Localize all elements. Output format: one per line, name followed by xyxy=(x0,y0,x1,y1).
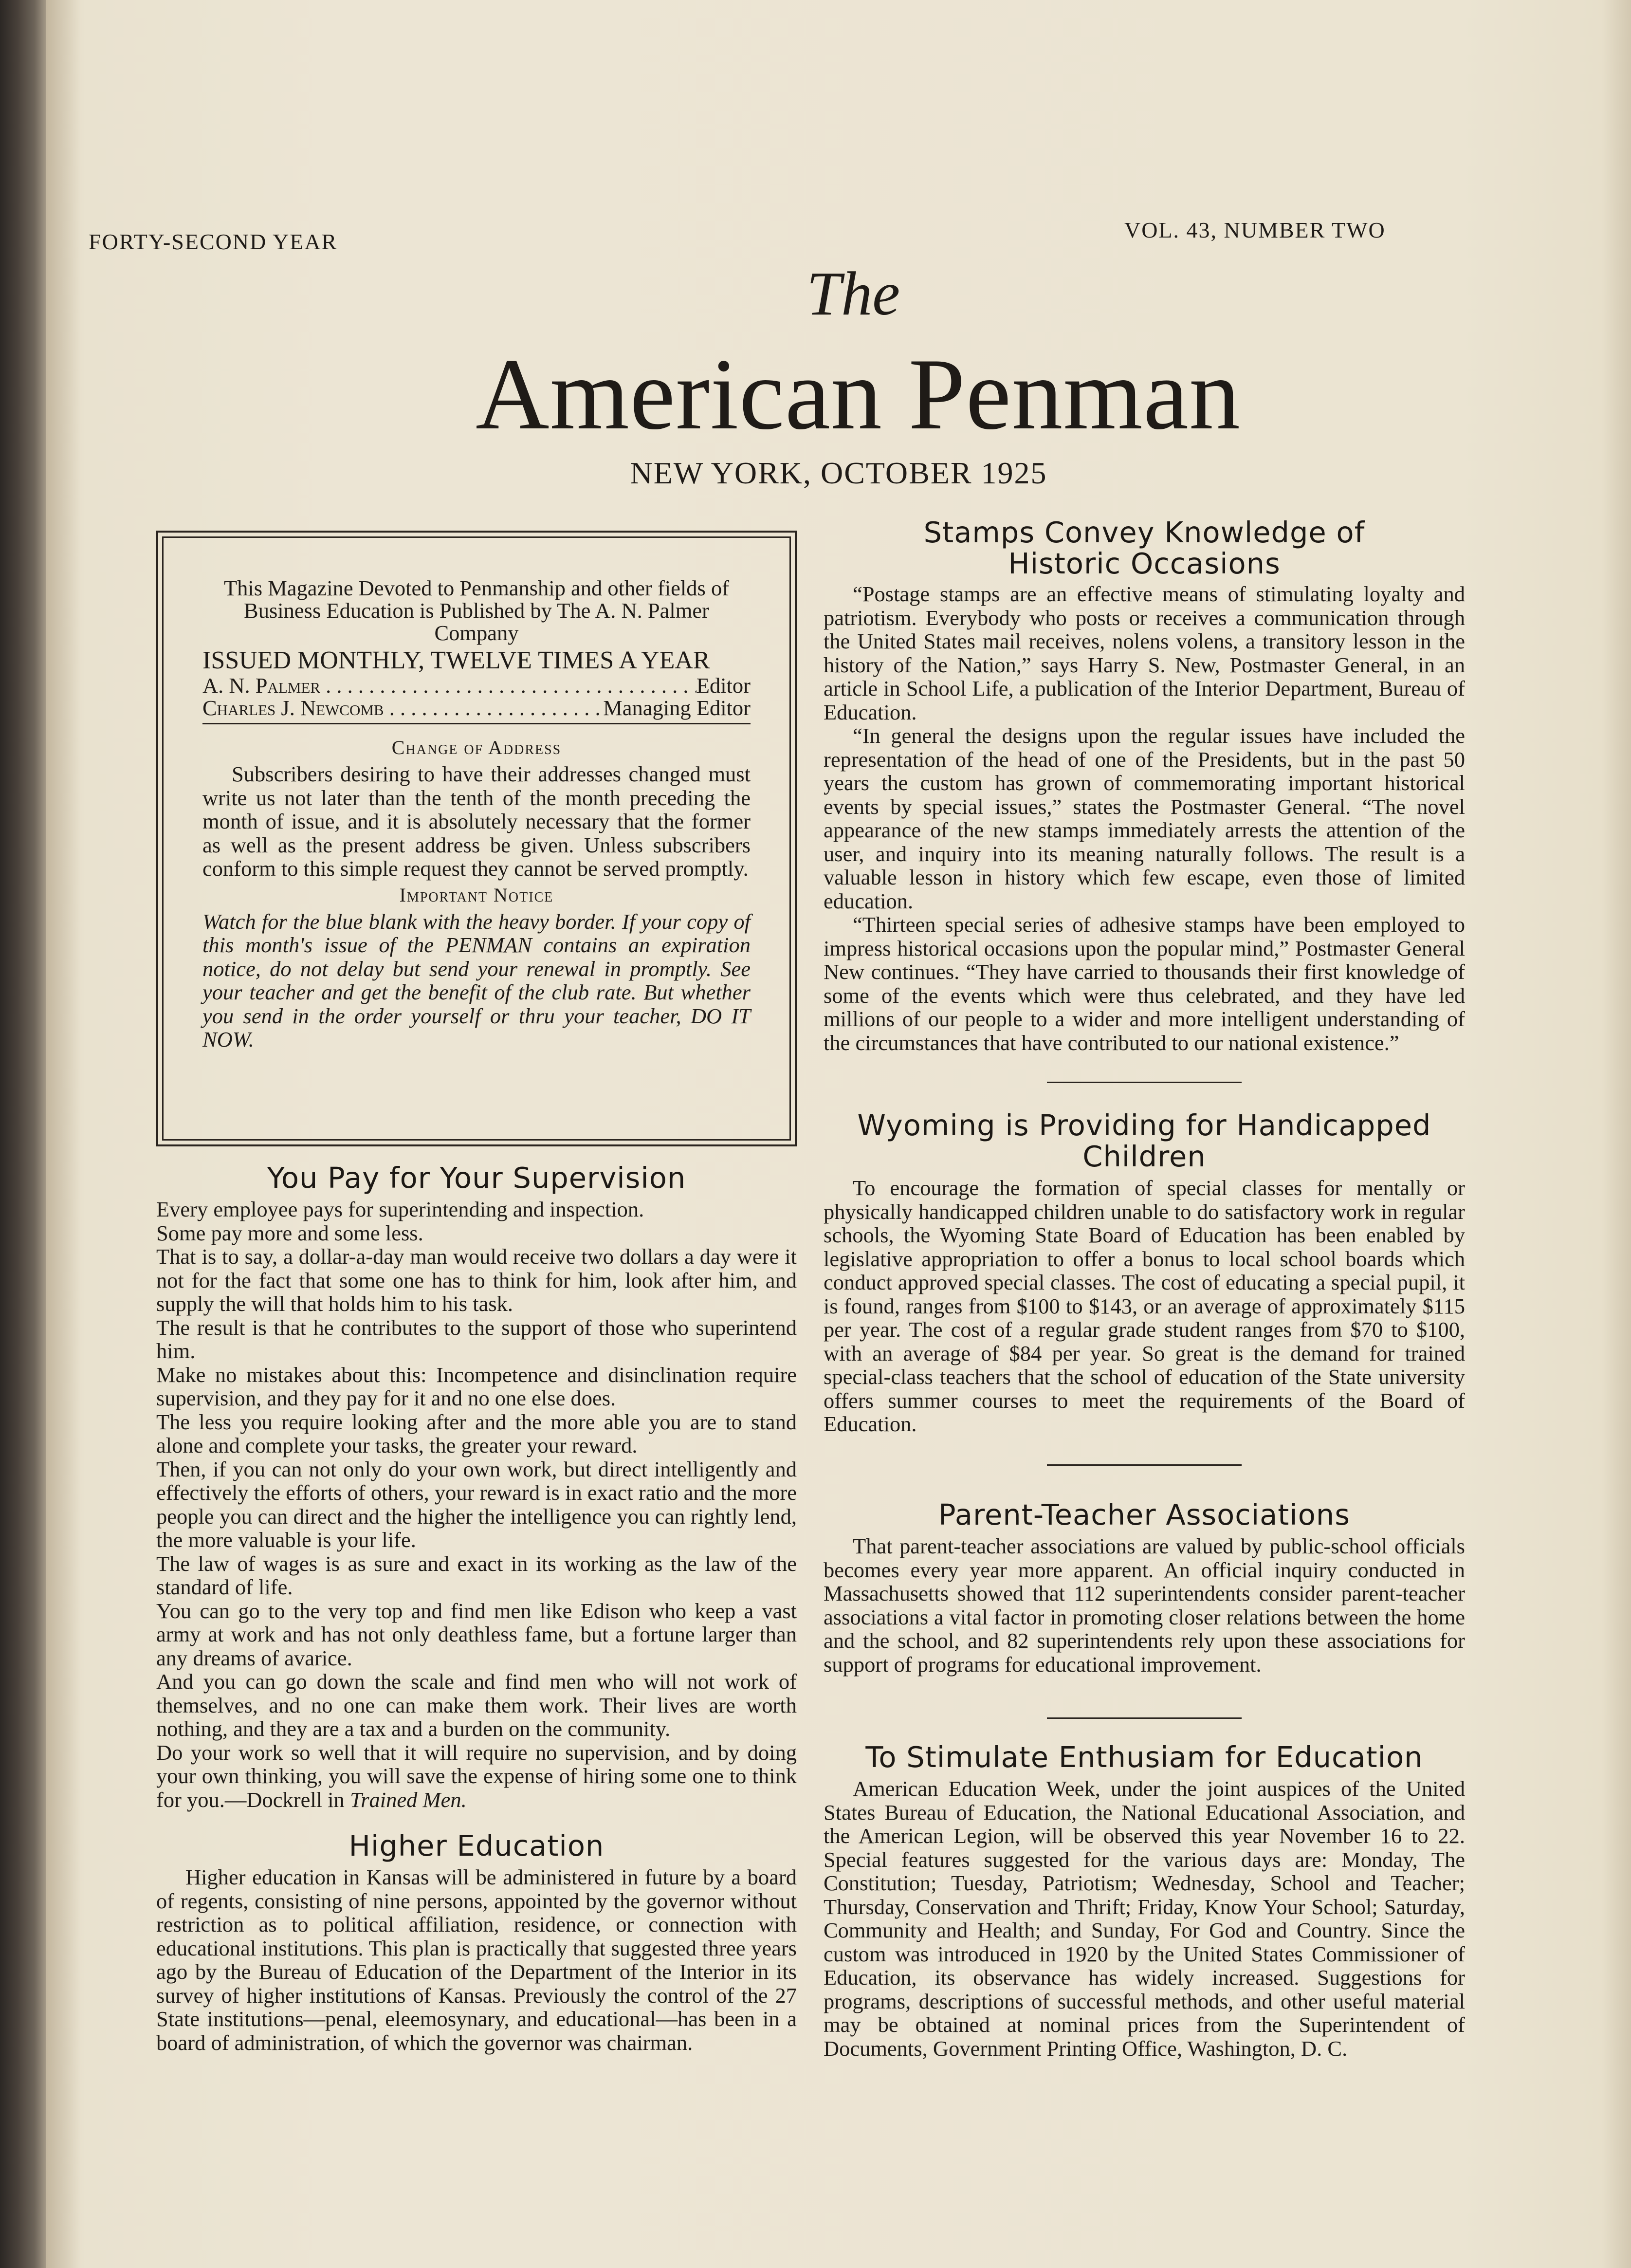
important-notice-heading: Important Notice xyxy=(399,884,554,906)
paragraph: To encourage the formation of special classes for mentally or physically handicapped children unable to do satisfactory work in regular schools, the Wyoming State Board of Education has been enabled by legislative appropriation to offer a bonus to local school boards which conduct approved special classes. The cost of educating a special pupil, it is found, ranges from $100 to $143, or an average of approximately $115 per year. The cost of a regular grade student ranges from $70 to $100, with an average of $84 per year. So great is the demand for trained special-class teachers that the school of education of the State university offers summer courses to meet the requirements of the Board of Education. xyxy=(824,1176,1465,1436)
paragraph: Every employee pays for superintending and inspection. xyxy=(156,1197,644,1221)
section-divider xyxy=(824,1717,1465,1719)
article-title: Stamps Convey Knowledge of Historic Occasions xyxy=(923,516,1365,580)
managing-editor-role: Managing Editor xyxy=(603,696,751,720)
paragraph: That parent-teacher associations are valued by public-school officials becomes every year more apparent. An official inquiry conducted in Massachusetts showed that 112 superintendents consider parent-teacher associations a vital factor in promoting closer relations between the home and the school, and 82 superintendents rely upon these associations for support of programs for educational improvement. xyxy=(824,1534,1465,1677)
article-body xyxy=(156,1198,797,1811)
article-title: Parent-Teacher Associations xyxy=(938,1498,1351,1531)
article-body xyxy=(156,1865,797,2054)
issued-line: ISSUED MONTHLY, TWELVE TIMES A YEAR xyxy=(202,646,710,674)
change-of-address-paragraph: Subscribers desiring to have their addresses changed must write us not later than the tenth of the month preceding the month of issue, and it is absolutely necessary that the former as well as the present address be given. Unless subscribers conform to this simple request they cannot be served promptly. xyxy=(202,762,751,881)
article-higher-education xyxy=(156,1830,797,2054)
paragraph: The result is that he contributes to the support of those who superintend him. xyxy=(156,1315,797,1363)
masthead-the: The xyxy=(806,259,900,328)
article-stimulate xyxy=(824,1742,1465,2060)
paragraph: Some pay more and some less. xyxy=(156,1220,423,1245)
section-divider xyxy=(824,1464,1465,1466)
paragraph: Then, if you can not only do your own work, but direct intelligently and effectively the efforts of others, your reward is in exact ratio and the more people you can direct and the higher the intelligence you can rightly lend, the more valuable is your life. xyxy=(156,1457,797,1552)
editor-name: A. N. Palmer xyxy=(202,674,321,697)
article-title: Wyoming is Providing for Handicapped Children xyxy=(857,1108,1431,1173)
article-body xyxy=(824,582,1465,1054)
article-supervision xyxy=(156,1162,797,1811)
article-wyoming xyxy=(824,1110,1465,1436)
article-stamps xyxy=(824,517,1465,1054)
section-divider xyxy=(824,1082,1465,1083)
change-of-address-heading: Change of Address xyxy=(391,737,562,758)
paragraph: The less you require looking after and the more able you are to stand alone and complete your tasks, the greater your reward. xyxy=(156,1409,797,1457)
paragraph: American Education Week, under the joint auspices of the United States Bureau of Education, the National Educational Association, and the American Legion, will be observed this year November 16 to 22. Special features suggested for the various days are: Monday, The Constitution; Tuesday, Patriotism; Wednesday, School and Teacher; Thursday, Conservation and Thrift; Friday, Know Your School; Saturday, Community and Health; and Sunday, For God and Country. Since the custom was introduced in 1920 by the United States Commissioner of Education, its observance has widely increased. Suggestions for programs, descriptions of successful methods, and other useful material may be obtained at nominal prices from the Superintendent of Documents, Government Printing Office, Washington, D. C. xyxy=(824,1776,1465,2061)
change-of-address-text xyxy=(202,762,751,881)
paragraph: Higher education in Kansas will be administered in future by a board of regents, consisting of nine persons, appointed by the governor without restriction as to political affiliation, residence, or connection with educational institutions. This plan is practically that suggested three years ago by the Bureau of Education of the Department of the Interior in its survey of higher institutions of Kansas. Previously the control of the 27 State institutions—penal, eleemosynary, and educational—has been in a board of administration, of which the governor was chairman. xyxy=(156,1865,797,2055)
paragraph: “Thirteen special series of adhesive stamps have been employed to impress historical occasions upon the popular mind,” Postmaster General New continues. “They have carried to thousands their first knowledge of some of the events which were thus celebrated, and they have led millions of our people to a wider and more intelligent understanding of the circumstances that have contributed to our national existence.” xyxy=(824,912,1465,1055)
important-notice-text: Watch for the blue blank with the heavy border. If your copy of this month's issue of the PENMAN contains an expiration notice, do not delay but send your renewal in promptly. See your teacher and get the benefit of the club rate. But whether you send in the order yourself or thru your teacher, DO IT NOW. xyxy=(202,909,751,1051)
header-year: FORTY-SECOND YEAR xyxy=(89,229,338,254)
article-title: You Pay for Your Supervision xyxy=(267,1161,686,1195)
publisher-intro: This Magazine Devoted to Penmanship and other fields of Business Education is Published by The A. N. Palmer Company xyxy=(223,576,730,645)
paragraph: The law of wages is as sure and exact in its working as the law of the standard of life. xyxy=(156,1551,797,1599)
magazine-page xyxy=(46,0,1631,2268)
managing-editor-line xyxy=(202,697,751,719)
paragraph: That is to say, a dollar-a-day man would receive two dollars a day were it not for the fact that some one has to think for him, look after him, and supply the will that holds him to his task. xyxy=(156,1244,797,1316)
dateline: NEW YORK, OCTOBER 1925 xyxy=(630,456,1047,490)
paragraph: “Postage stamps are an effective means of stimulating loyalty and patriotism. Everybody who posts or receives a communication through the United States mail receives, nolens volens, a transitory lesson in the history of the Nation,” says Harry S. New, Postmaster General, in an article in School Life, a publication of the Interior Department, Bureau of Education. xyxy=(824,582,1465,724)
article-parent-teacher xyxy=(824,1499,1465,1676)
article-body xyxy=(824,1534,1465,1676)
paragraph: You can go to the very top and find men like Edison who keep a vast army at work and has not only deathless fame, but a fortune larger than any dreams of avarice. xyxy=(156,1598,797,1670)
paragraph-text: Do your work so well that it will require no supervision, and by doing your own thinking, you will save the expense of hiring some one to think for you.—Dockrell in xyxy=(156,1740,797,1812)
paragraph: “In general the designs upon the regular issues have included the representation of the head of one of the Presidents, but in the past 50 years the custom has grown of commemorating important historical events by special issues,” states the Postmaster General. “The novel appearance of the new stamps immediately arrests the attention of the user, and inquiry into its meaning naturally follows. The result is a valuable lesson in history which few escape, even those of limited education. xyxy=(824,723,1465,913)
paragraph: Make no mistakes about this: Incompetence and disinclination require supervision, and they pay for it and no one else does. xyxy=(156,1362,797,1410)
masthead-title: American Penman xyxy=(476,338,1241,451)
managing-editor-name: Charles J. Newcomb xyxy=(202,697,384,719)
editor-role: Editor xyxy=(696,673,751,698)
article-title: To Stimulate Enthusiam for Education xyxy=(865,1740,1423,1774)
box-divider xyxy=(202,723,751,724)
article-title: Higher Education xyxy=(348,1829,605,1862)
paragraph: And you can go down the scale and find men who will not work of themselves, and no one can make them work. Their lives are worth nothing, and they are a tax and a burden on the community. xyxy=(156,1669,797,1741)
publication-info-box xyxy=(156,531,797,1146)
paragraph xyxy=(156,1741,797,1812)
header-volume: VOL. 43, NUMBER TWO xyxy=(1124,218,1386,242)
source-citation: Trained Men. xyxy=(349,1787,467,1812)
article-body xyxy=(824,1176,1465,1436)
article-body xyxy=(824,1777,1465,2060)
facing-page-edge xyxy=(0,0,46,2268)
editor-line xyxy=(202,674,751,697)
